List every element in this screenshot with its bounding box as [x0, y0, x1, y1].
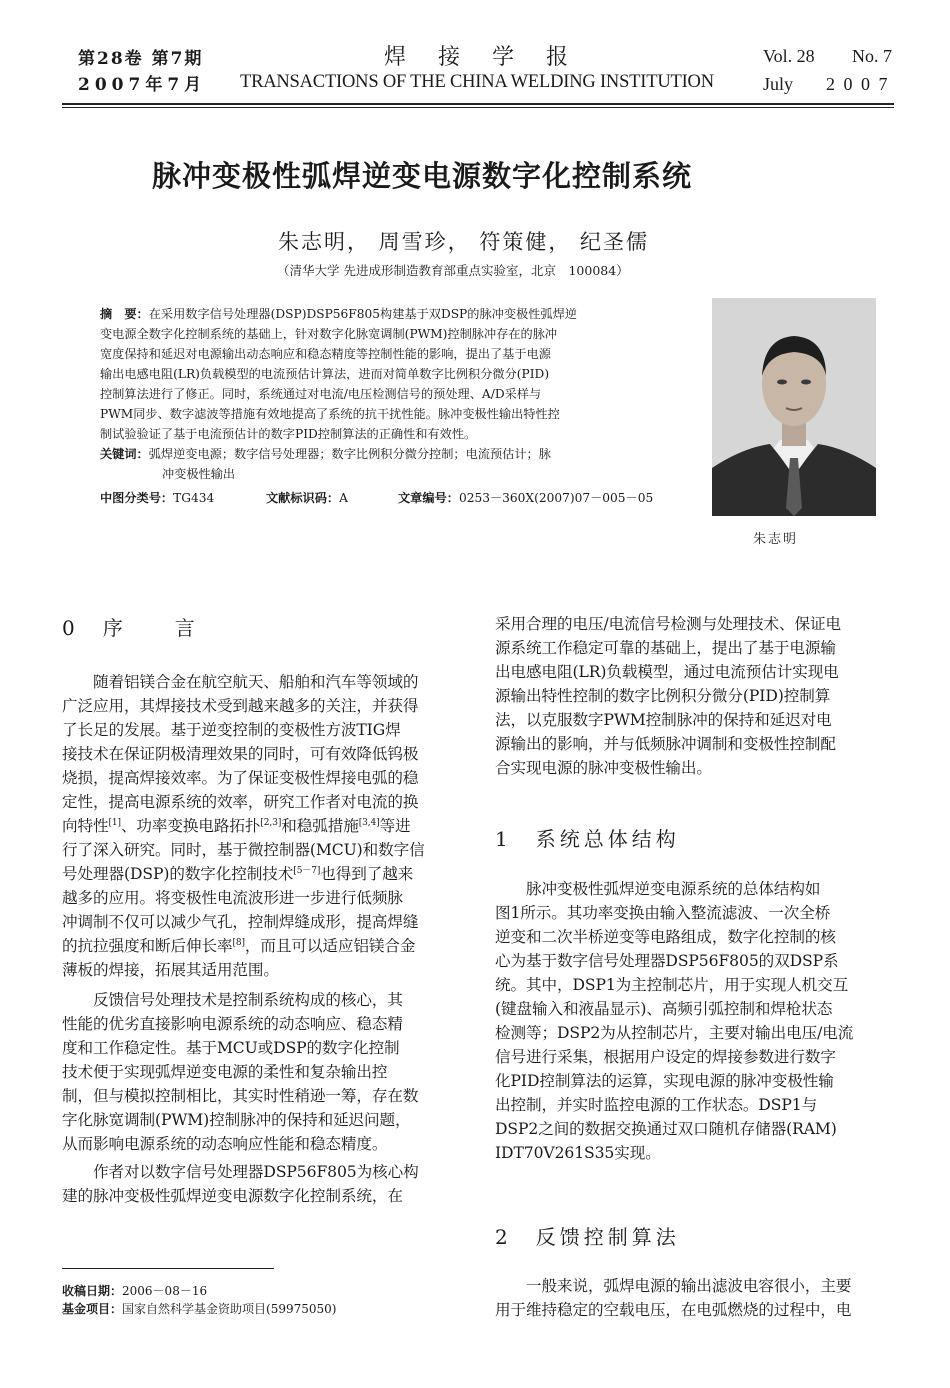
body-line: 字化脉宽调制(PWM)控制脉冲的保持和延迟问题， — [62, 1111, 411, 1129]
text-span: 向特性 — [62, 817, 109, 835]
abstract-label: 摘 要： — [100, 307, 149, 321]
body-line: 接技术在保证阴极清理效果的同时，可有效降低钨极 — [62, 745, 419, 763]
citation[interactable]: [8] — [232, 938, 245, 948]
doc-code-label: 文献标识码： — [266, 491, 340, 505]
body-line: 心为基于数字信号处理器DSP56F805的双DSP系 — [495, 952, 839, 970]
body-line: 反馈信号处理技术是控制系统构成的核心，其 — [62, 991, 403, 1009]
citation[interactable]: [2,3] — [260, 818, 282, 828]
section-2-body — [495, 1274, 895, 1322]
text-span: ，而且可以适应铝镁合金 — [244, 937, 416, 955]
right-column-intro — [495, 612, 895, 780]
body-line: 行了深入研究。同时，基于微控制器(MCU)和数字信 — [62, 841, 425, 859]
section-1-heading: 1 系统总体结构 — [495, 827, 680, 851]
abstract-line: 变电源全数字化控制系统的基础上，针对数字化脉宽调制(PWM)控制脉冲存在的脉冲 — [100, 327, 558, 341]
header-rule — [62, 103, 894, 105]
body-line: 薄板的焊接，拓展其适用范围。 — [62, 961, 279, 979]
abstract — [100, 304, 680, 512]
abstract-line: 制试验验证了基于电流预估计的数字PID控制算法的正确性和有效性。 — [100, 427, 477, 441]
body-line: 随着铝镁合金在航空航天、船舶和汽车等领域的 — [62, 673, 419, 691]
fund-label: 基金项目： — [62, 1302, 123, 1316]
body-line — [62, 862, 462, 886]
body-line: 出控制，并实时监控电源的工作状态。DSP1与 — [495, 1096, 818, 1114]
body-line: 作者对以数字信号处理器DSP56F805为核心构 — [62, 1163, 419, 1181]
year-en: 2 0 0 7 — [826, 74, 890, 94]
fund — [62, 1300, 336, 1317]
author-photo — [712, 298, 876, 516]
article-title: 脉冲变极性弧焊逆变电源数字化控制系统 — [152, 159, 693, 193]
body-line: 脉冲变极性弧焊逆变电源系统的总体结构如 — [495, 880, 821, 898]
journal-title-en: TRANSACTIONS OF THE CHINA WELDING INSTITUTION — [240, 72, 714, 92]
body-line: 检测等；DSP2为从控制芯片，主要对输出电压/电流 — [495, 1024, 854, 1042]
section-1-body — [495, 877, 895, 1165]
article-no — [398, 488, 653, 508]
text-span: 也得到了越来 — [320, 865, 414, 883]
received-label: 收稿日期： — [62, 1284, 123, 1298]
body-line: 统。其中，DSP1为主控制芯片，用于实现人机交互 — [495, 976, 849, 994]
volume-en: Vol. 28 — [763, 46, 815, 66]
body-line: 合实现电源的脉冲变极性输出。 — [495, 759, 712, 777]
body-line: 冲调制不仅可以减少气孔，控制焊缝成形，提高焊缝 — [62, 913, 419, 931]
body-line: 一般来说，弧焊电源的输出滤波电容很小，主要 — [495, 1277, 852, 1295]
citation[interactable]: [3,4] — [358, 818, 380, 828]
authors: 朱志明， 周雪珍， 符策健， 纪圣儒 — [278, 230, 650, 254]
body-line: IDT70V261S35实现。 — [495, 1144, 661, 1162]
keywords-line: 冲变极性输出 — [162, 467, 236, 481]
body-line: 逆变和二次半桥逆变等电路组成，数字化控制的核 — [495, 928, 836, 946]
body-line: 源输出的影响，并与低频脉冲调制和变极性控制配 — [495, 735, 836, 753]
footnote-rule — [62, 1268, 274, 1269]
body-line: 信号进行采集，根据用户设定的焊接参数进行数字 — [495, 1048, 836, 1066]
fund-value: 国家自然科学基金资助项目(59975050) — [122, 1302, 337, 1316]
abstract-line: 控制算法进行了修正。同时，系统通过对电流/电压检测信号的预处理、A/D采样与 — [100, 387, 542, 401]
abstract-line: PWM同步、数字滤波等措施有效地提高了系统的抗干扰性能。脉冲变极性输出特性控 — [100, 407, 560, 421]
body-line: DSP2之间的数据交换通过双口随机存储器(RAM) — [495, 1120, 837, 1138]
classification-line — [100, 488, 680, 512]
abstract-line: 宽度保持和延迟对电源输出动态响应和稳态精度等控制性能的影响，提出了基于电源 — [100, 347, 551, 361]
article-no-value: 0253－360X(2007)07－005－05 — [458, 491, 654, 505]
received-value: 2006－08－16 — [122, 1284, 208, 1298]
body-line: 源输出特性控制的数字比例积分微分(PID)控制算 — [495, 687, 831, 705]
volume-issue: 第28卷 第7期 — [78, 49, 204, 69]
keywords-line — [100, 444, 680, 464]
month-en: July — [763, 74, 794, 94]
clc — [100, 488, 214, 508]
clc-value: TG434 — [173, 491, 215, 505]
body-line: 度和工作稳定性。基于MCU或DSP的数字化控制 — [62, 1039, 400, 1057]
body-line: 建的脉冲变极性弧焊逆变电源数字化控制系统，在 — [62, 1187, 403, 1205]
doc-code-value: A — [339, 491, 348, 505]
body-line — [62, 934, 462, 958]
body-line: 出电感电阻(LR)负载模型，通过电流预估计实现电 — [495, 663, 839, 681]
citation[interactable]: [5－7] — [293, 866, 321, 876]
body-line: 化PID控制算法的运算，实现电源的脉冲变极性输 — [495, 1072, 834, 1090]
issue-en: No. 7 — [852, 46, 892, 66]
body-line: 从而影响电源系统的动态响应性能和稳态精度。 — [62, 1135, 388, 1153]
body-line — [62, 814, 462, 838]
body-line: 采用合理的电压/电流信号检测与处理技术、保证电 — [495, 615, 842, 633]
body-line: 图1所示。其功率变换由输入整流滤波、一次全桥 — [495, 904, 831, 922]
body-line: 定性，提高电源系统的效率，研究工作者对电流的换 — [62, 793, 419, 811]
text-span: 和稳弧措施 — [281, 817, 359, 835]
body-line: 技术便于实现弧焊逆变电源的柔性和复杂输出控 — [62, 1063, 388, 1081]
abstract-line — [100, 304, 680, 324]
body-line: 用于维持稳定的空载电压，在电弧燃烧的过程中，电 — [495, 1301, 852, 1319]
header-rule-thin — [62, 107, 894, 108]
article-no-label: 文章编号： — [398, 491, 459, 505]
doc-code — [266, 488, 348, 508]
abstract-text: 在采用数字信号处理器(DSP)DSP56F805构建基于双DSP的脉冲变极性弧焊逆 — [148, 307, 577, 321]
body-line: 了长足的发展。基于逆变控制的变极性方波TIG焊 — [62, 721, 401, 739]
left-column — [62, 670, 462, 1208]
keywords-label: 关键词： — [100, 447, 149, 461]
citation[interactable]: [1] — [108, 818, 121, 828]
affiliation: （清华大学 先进成形制造教育部重点实验室，北京 100084） — [277, 263, 629, 278]
text-span: 等进 — [379, 817, 411, 835]
body-line: 源系统工作稳定可靠的基础上，提出了基于电源输 — [495, 639, 836, 657]
body-line: 制，但与模拟控制相比，其实时性稍逊一筹，存在数 — [62, 1087, 419, 1105]
body-line: 性能的优劣直接影响电源系统的动态响应、稳态精 — [62, 1015, 403, 1033]
text-span: 的抗拉强度和断后伸长率 — [62, 937, 233, 955]
section-2-heading: 2 反馈控制算法 — [495, 1225, 680, 1249]
received-date — [62, 1282, 207, 1299]
clc-label: 中图分类号： — [100, 491, 174, 505]
photo-caption: 朱志明 — [753, 532, 799, 547]
body-line: 越多的应用。将变极性电流波形进一步进行低频脉 — [62, 889, 403, 907]
issue-date: 2007年7月 — [78, 75, 207, 95]
section-0-heading: 0 序 言 — [62, 616, 199, 640]
keywords-text: 弧焊逆变电源；数字信号处理器；数字比例积分微分控制；电流预估计；脉 — [148, 447, 551, 461]
journal-title-cn: 焊接学报 — [384, 45, 601, 70]
body-line: 法，以克服数字PWM控制脉冲的保持和延迟对电 — [495, 711, 832, 729]
body-line: 广泛应用，其焊接技术受到越来越多的关注，并获得 — [62, 697, 419, 715]
text-span: 、功率变换电路拓扑 — [120, 817, 261, 835]
body-line: 烧损，提高焊接效率。为了保证变极性焊接电弧的稳 — [62, 769, 419, 787]
body-line: (键盘输入和液晶显示)、高频引弧控制和焊枪状态 — [495, 1000, 833, 1018]
abstract-line: 输出电感电阻(LR)负载模型的电流预估计算法，进而对简单数字比例积分微分(PID) — [100, 367, 550, 381]
text-span: 号处理器(DSP)的数字化控制技术 — [62, 865, 294, 883]
